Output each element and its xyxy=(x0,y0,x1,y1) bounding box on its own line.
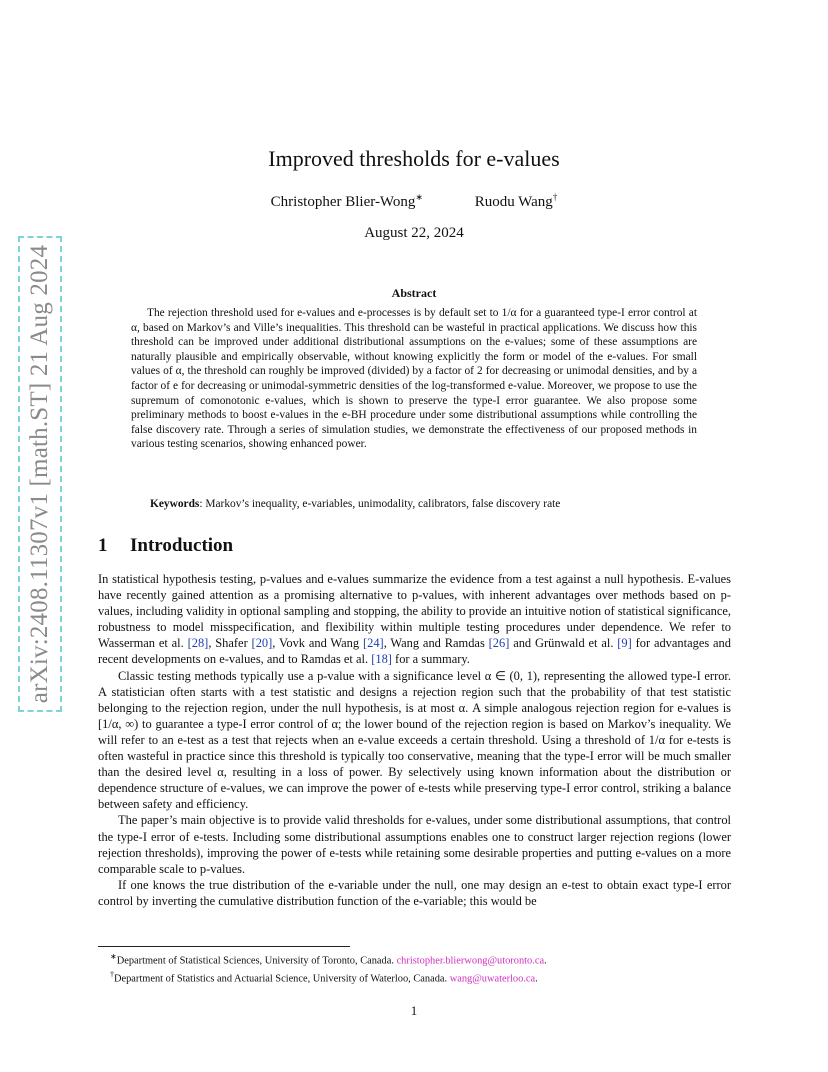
paragraph xyxy=(98,877,731,909)
paragraph-text: , Wang and Ramdas xyxy=(383,636,489,651)
keywords xyxy=(150,498,710,510)
paper-title: Improved thresholds for e-values xyxy=(268,146,560,171)
author-2-footnote-mark: † xyxy=(552,192,558,202)
author-2 xyxy=(475,192,558,211)
paragraph xyxy=(98,571,731,668)
email-link[interactable]: christopher.blierwong@utoronto.ca xyxy=(396,955,545,967)
section-title: Introduction xyxy=(130,535,234,556)
footnotes xyxy=(110,950,730,987)
paragraph-text: and Grünwald et al. xyxy=(509,636,618,651)
footnote-text: Department of Statistics and Actuarial Science, University of Waterloo, Canada. xyxy=(114,973,450,985)
abstract-text: The rejection threshold used for e-values and e-processes is by default set to 1/α for a guaranteed type-I error control at α, based on Markov’s and Ville’s inequalities. This threshold can be wasteful in practical applications. We discuss how this threshold can be improved under additional distributional assumptions on the e-values; some of these assumptions are naturally plausible and empirically observable, without knowing explicitly the form or model of the e-values. For small values of α, the threshold can roughly be improved (divided) by a factor of 2 for decreasing or unimodal densities, and by a factor of e for decreasing or unimodal-symmetric densities of the log-transformed e-value. Moreover, we propose to use the supremum of comonotonic e-values, which is shown to preserve the type-I error guarantee. We also propose some preliminary methods to boost e-values in the e-BH procedure under some distributional assumptions while controlling the false discovery rate. Through a series of simulation studies, we demonstrate the effectiveness of our proposed methods in various testing scenarios, showing enhanced power. xyxy=(131,307,697,451)
author-1 xyxy=(271,192,423,211)
citation-link[interactable]: [18] xyxy=(371,652,392,667)
citation-link[interactable]: [26] xyxy=(488,636,510,651)
author-list xyxy=(0,192,828,211)
footnote-mark: ∗ xyxy=(110,952,117,961)
paper-date: August 22, 2024 xyxy=(364,225,464,241)
citation-link[interactable]: [28] xyxy=(187,636,209,651)
paragraph-text: The paper’s main objective is to provide valid thresholds for e-values, under some distributional assumptions, that control the type-I error of e-tests. Including some distributional assumptions enables one to construct larger rejection regions (lower rejection thresholds), improving the power of e-tests while retaining some desirable properties and putting e-values on a more comparable scale to p-values. xyxy=(98,813,731,876)
paragraph-text: In statistical hypothesis testing, p-values and e-values summarize the evidence from a test against a null hypothesis. E-values have recently gained attention as a promising alternative to p-values, with inherent advantages over methods based on p-values, including validity in optional sampling and stopping, the ability to provide an intuitive notion of statistical significance, robustness to model misspecification, and flexibility within multiple testing procedures under dependence. We refer to Wasserman et al. xyxy=(98,572,731,651)
section-number: 1 xyxy=(98,535,108,556)
keywords-label: Keywords xyxy=(150,498,200,510)
citation-link[interactable]: [9] xyxy=(617,636,632,651)
email-link[interactable]: wang@uwaterloo.ca xyxy=(449,973,536,985)
footnote-divider xyxy=(98,946,350,947)
footnote-mark: † xyxy=(110,970,114,980)
paragraph-text: , Shafer xyxy=(208,636,252,651)
paragraph xyxy=(98,812,731,876)
footnote xyxy=(110,968,730,986)
paragraph-text: for advantages and recent developments on e-values, and to Ramdas et al. xyxy=(98,636,731,667)
footnote-text: Department of Statistical Sciences, University of Toronto, Canada. xyxy=(116,955,397,967)
section-heading xyxy=(98,535,233,557)
keywords-text: : Markov’s inequality, e-variables, unimodality, calibrators, false discovery rate xyxy=(199,498,561,510)
footnote xyxy=(110,950,730,968)
footnote-end: . xyxy=(535,973,538,985)
page-number: 1 xyxy=(410,1003,418,1018)
footnote-end: . xyxy=(544,955,547,967)
author-1-footnote-mark: ∗ xyxy=(415,192,423,202)
citation-link[interactable]: [24] xyxy=(362,636,384,651)
paragraph-text: If one knows the true distribution of the e-variable under the null, one may design an e-test to obtain exact type-I error control by inverting the cumulative distribution function of the e-variable; this would be xyxy=(98,877,731,908)
arxiv-identifier-text: arXiv:2408.11307v1 [math.ST] 21 Aug 2024 xyxy=(26,244,53,704)
body-text xyxy=(98,571,731,909)
author-2-name: Ruodu Wang xyxy=(474,194,553,210)
paragraph-text: for a summary. xyxy=(391,652,470,667)
citation-link[interactable]: [20] xyxy=(251,636,273,651)
author-1-name: Christopher Blier-Wong xyxy=(270,194,416,210)
arxiv-identifier-stamp[interactable] xyxy=(18,236,62,712)
paragraph-text: Classic testing methods typically use a p-value with a significance level α ∈ (0, 1), representing the allowed type-I error. A statistician often starts with a test statistic and designs a rejection region such that the probability of that test statistic belonging to the rejection region, under the null hypothesis, is at most α. A simple analogous rejection region for e-values is [1/α, ∞) to guarantee a type-I error control of α; the lower bound of the rejection region is based on Markov’s inequality. We will refer to an e-test as a test that rejects when an e-value exceeds a certain threshold. Using a threshold of 1/α for e-tests is often wasteful in practice since this threshold is typically too conservative, meaning that the type-I error will be much smaller than the desired level α, resulting in a loss of power. By selectively using known information about the distribution or dependence structure of e-values, we can improve the power of e-tests while preserving type-I error control, striking a balance between safety and efficiency. xyxy=(98,668,731,812)
abstract-heading: Abstract xyxy=(391,286,437,300)
paragraph xyxy=(98,668,731,813)
paragraph-text: , Vovk and Wang xyxy=(272,636,363,651)
